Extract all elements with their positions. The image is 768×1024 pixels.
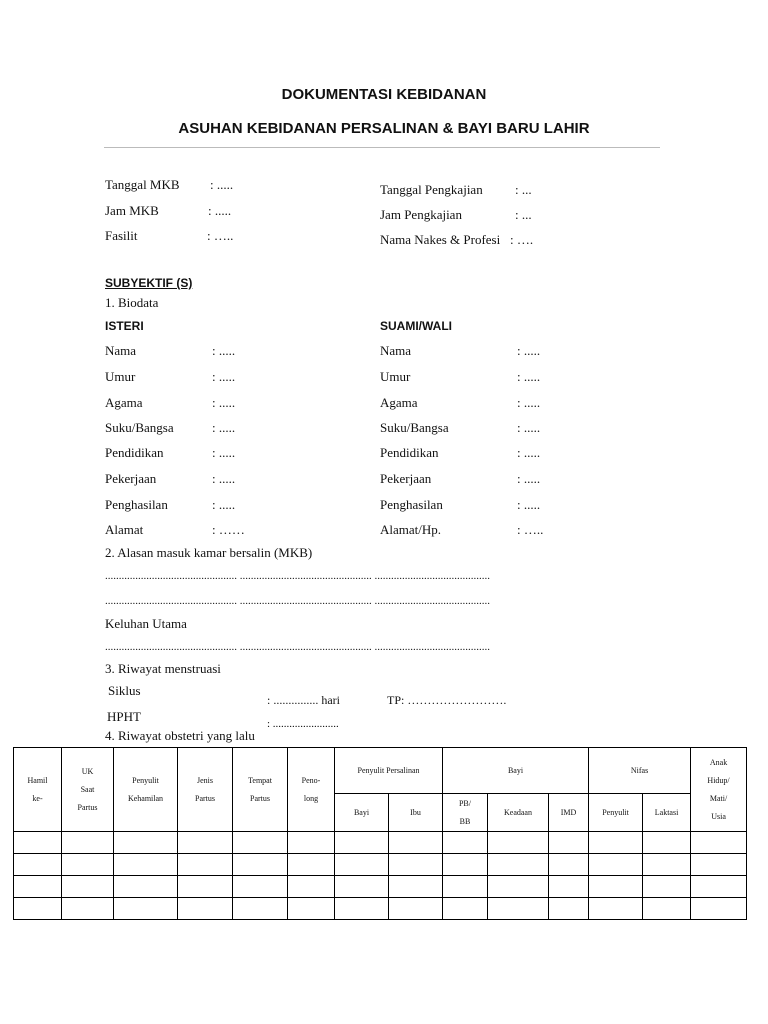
table-cell[interactable] (643, 854, 691, 876)
table-cell[interactable] (488, 876, 549, 898)
sub-ibu: Ibu (389, 794, 443, 832)
col-anak-line-3: Mati/ (709, 793, 728, 803)
col-jenis-partus-line-1: Jenis (197, 775, 213, 785)
riwayat-obstetri-heading: 4. Riwayat obstetri yang lalu (105, 728, 255, 743)
table-cell[interactable] (549, 876, 589, 898)
isteri-suku-label: Suku/Bangsa (105, 420, 174, 435)
col-anak-line-2: Hidup/ (707, 775, 730, 785)
col-hamil-line-2: ke- (32, 793, 43, 803)
isteri-nama-label: Nama (105, 343, 137, 358)
table-cell[interactable] (178, 854, 233, 876)
table-cell[interactable] (178, 876, 233, 898)
suami-pekerjaan-label: Pekerjaan (380, 471, 432, 486)
table-cell[interactable] (389, 898, 443, 920)
col-tempat-partus-line-2: Partus (250, 793, 270, 803)
col-jenis-partus (178, 748, 233, 832)
table-row (14, 876, 747, 898)
table-cell[interactable] (691, 898, 747, 920)
alasan-mkb-heading: 2. Alasan masuk kamar bersalin (MKB) (105, 545, 313, 560)
table-cell[interactable] (335, 854, 389, 876)
sub-penyulit: Penyulit (589, 794, 643, 832)
keluhan-dotted-line: ................................................ ................................................ .......................................... (105, 641, 490, 653)
table-cell[interactable] (443, 832, 488, 854)
table-row (14, 854, 747, 876)
table-cell[interactable] (114, 854, 178, 876)
table-cell[interactable] (549, 854, 589, 876)
nama-nakes-label: Nama Nakes & Profesi (380, 232, 501, 247)
table-cell[interactable] (589, 832, 643, 854)
table-cell[interactable] (691, 854, 747, 876)
table-cell[interactable] (443, 854, 488, 876)
isteri-alamat-label: Alamat (105, 522, 144, 537)
col-hamil-line-1: Hamil (27, 775, 48, 785)
suami-heading: SUAMI/WALI (380, 319, 452, 333)
col-anak-hidup-mati-usia (691, 748, 747, 832)
group-nifas: Nifas (589, 748, 691, 794)
col-hamil-ke (14, 748, 62, 832)
sub-pb-line: PB/ (458, 798, 471, 808)
col-anak-line-1: Anak (709, 757, 728, 767)
table-cell[interactable] (288, 876, 335, 898)
isteri-umur-value: : ..... (212, 369, 236, 384)
tanggal-pengkajian-value: : ... (515, 182, 532, 197)
isteri-penghasilan-label: Penghasilan (105, 497, 168, 512)
document-title: DOKUMENTASI KEBIDANAN (281, 86, 487, 103)
table-cell[interactable] (114, 832, 178, 854)
sub-imd: IMD (549, 794, 589, 832)
table-cell[interactable] (62, 876, 114, 898)
isteri-pekerjaan-label: Pekerjaan (105, 471, 157, 486)
table-cell[interactable] (389, 876, 443, 898)
col-jenis-partus-line-2: Partus (195, 793, 215, 803)
sub-pb-bb (443, 794, 488, 832)
suami-umur-value: : ..... (517, 369, 541, 384)
suami-nama-value: : ..... (517, 343, 541, 358)
table-cell[interactable] (488, 898, 549, 920)
sub-keadaan: Keadaan (488, 794, 549, 832)
nama-nakes-value: : …. (510, 232, 534, 247)
col-penyulit-kehamilan-line-1: Penyulit (132, 775, 159, 785)
suami-agama-value: : ..... (517, 395, 541, 410)
tp-field: TP: ……………………. (387, 693, 507, 707)
col-uk-line-1: UK (81, 766, 94, 776)
suami-nama-label: Nama (380, 343, 412, 358)
isteri-pekerjaan-value: : ..... (212, 471, 236, 486)
col-tempat-partus (233, 748, 288, 832)
col-penyulit-kehamilan-line-2: Kehamilan (127, 793, 164, 803)
table-cell[interactable] (14, 854, 62, 876)
suami-pendidikan-value: : ..... (517, 445, 541, 460)
table-cell[interactable] (389, 832, 443, 854)
isteri-pendidikan-label: Pendidikan (105, 445, 164, 460)
sub-laktasi: Laktasi (643, 794, 691, 832)
col-penyulit-kehamilan (114, 748, 178, 832)
siklus-label: Siklus (108, 683, 141, 698)
table-cell[interactable] (643, 898, 691, 920)
table-cell[interactable] (114, 876, 178, 898)
suami-alamat-label: Alamat/Hp. (380, 522, 442, 537)
isteri-nama-value: : ..... (212, 343, 236, 358)
table-cell[interactable] (233, 832, 288, 854)
isteri-suku-value: : ..... (212, 420, 236, 435)
table-cell[interactable] (233, 876, 288, 898)
table-cell[interactable] (233, 898, 288, 920)
suami-suku-value: : ..... (517, 420, 541, 435)
suami-pekerjaan-value: : ..... (517, 471, 541, 486)
table-cell[interactable] (335, 898, 389, 920)
col-penolong-line-1: Peno- (301, 775, 321, 785)
table-cell[interactable] (178, 832, 233, 854)
table-cell[interactable] (114, 898, 178, 920)
col-penolong (288, 748, 335, 832)
header-divider (104, 147, 660, 148)
biodata-heading: 1. Biodata (105, 295, 159, 310)
riwayat-menstruasi-heading: 3. Riwayat menstruasi (105, 661, 221, 676)
isteri-agama-value: : ..... (212, 395, 236, 410)
table-cell[interactable] (691, 876, 747, 898)
isteri-heading: ISTERI (105, 319, 144, 333)
suami-pendidikan-label: Pendidikan (380, 445, 439, 460)
table-cell[interactable] (389, 854, 443, 876)
suami-suku-label: Suku/Bangsa (380, 420, 449, 435)
suami-agama-label: Agama (380, 395, 418, 410)
isteri-umur-label: Umur (105, 369, 136, 384)
table-cell[interactable] (643, 832, 691, 854)
table-cell[interactable] (549, 832, 589, 854)
hpht-value: : ........................ (267, 718, 339, 730)
alasan-dotted-line-1: ................................................ ................................................ .......................................... (105, 570, 490, 582)
table-cell[interactable] (62, 854, 114, 876)
table-cell[interactable] (14, 832, 62, 854)
suami-penghasilan-value: : ..... (517, 497, 541, 512)
tanggal-mkb-value: : ..... (210, 177, 234, 192)
siklus-value: : ............... hari (267, 693, 340, 707)
col-tempat-partus-line-1: Tempat (248, 775, 272, 785)
jam-pengkajian-label: Jam Pengkajian (380, 207, 462, 222)
group-penyulit-persalinan: Penyulit Persalinan (335, 748, 443, 794)
isteri-pendidikan-value: : ..... (212, 445, 236, 460)
table-cell[interactable] (589, 876, 643, 898)
table-row (14, 898, 747, 920)
jam-mkb-label: Jam MKB (105, 203, 159, 218)
isteri-penghasilan-value: : ..... (212, 497, 236, 512)
group-bayi: Bayi (443, 748, 589, 794)
isteri-agama-label: Agama (105, 395, 143, 410)
table-cell[interactable] (488, 832, 549, 854)
alasan-dotted-line-2: ................................................ ................................................ .......................................... (105, 595, 490, 607)
table-cell[interactable] (288, 898, 335, 920)
col-anak-line-4: Usia (711, 811, 726, 821)
suami-alamat-value: : ….. (517, 522, 544, 537)
table-cell[interactable] (643, 876, 691, 898)
sub-bb-line: BB (459, 816, 471, 826)
keluhan-utama-heading: Keluhan Utama (105, 616, 187, 631)
table-cell[interactable] (62, 898, 114, 920)
col-uk-saat-partus (62, 748, 114, 832)
suami-umur-label: Umur (380, 369, 411, 384)
tanggal-mkb-label: Tanggal MKB (105, 177, 180, 192)
table-row (14, 832, 747, 854)
fasilit-value: : ….. (207, 228, 234, 243)
table-cell[interactable] (549, 898, 589, 920)
tanggal-pengkajian-label: Tanggal Pengkajian (380, 182, 483, 197)
fasilit-label: Fasilit (105, 228, 138, 243)
table-cell[interactable] (691, 832, 747, 854)
table-cell[interactable] (335, 832, 389, 854)
document-subtitle: ASUHAN KEBIDANAN PERSALINAN & BAYI BARU LAHIR (178, 120, 590, 137)
table-cell[interactable] (443, 876, 488, 898)
sub-bayi: Bayi (335, 794, 389, 832)
col-penolong-line-2: long (303, 793, 319, 803)
col-uk-line-2: Saat (80, 784, 95, 794)
table-cell[interactable] (488, 854, 549, 876)
hpht-label: HPHT (107, 709, 141, 724)
table-cell[interactable] (288, 854, 335, 876)
riwayat-obstetri-table (13, 747, 747, 920)
jam-pengkajian-value: : ... (515, 207, 532, 222)
subyektif-heading: SUBYEKTIF (S) (105, 276, 193, 290)
table-cell[interactable] (443, 898, 488, 920)
isteri-alamat-value: : …… (212, 522, 245, 537)
table-cell[interactable] (335, 876, 389, 898)
table-cell[interactable] (233, 854, 288, 876)
table-cell[interactable] (178, 898, 233, 920)
jam-mkb-value: : ..... (208, 203, 232, 218)
table-cell[interactable] (14, 876, 62, 898)
table-cell[interactable] (62, 832, 114, 854)
table-cell[interactable] (288, 832, 335, 854)
table-cell[interactable] (589, 898, 643, 920)
table-cell[interactable] (14, 898, 62, 920)
col-uk-line-3: Partus (77, 802, 98, 812)
suami-penghasilan-label: Penghasilan (380, 497, 443, 512)
table-cell[interactable] (589, 854, 643, 876)
